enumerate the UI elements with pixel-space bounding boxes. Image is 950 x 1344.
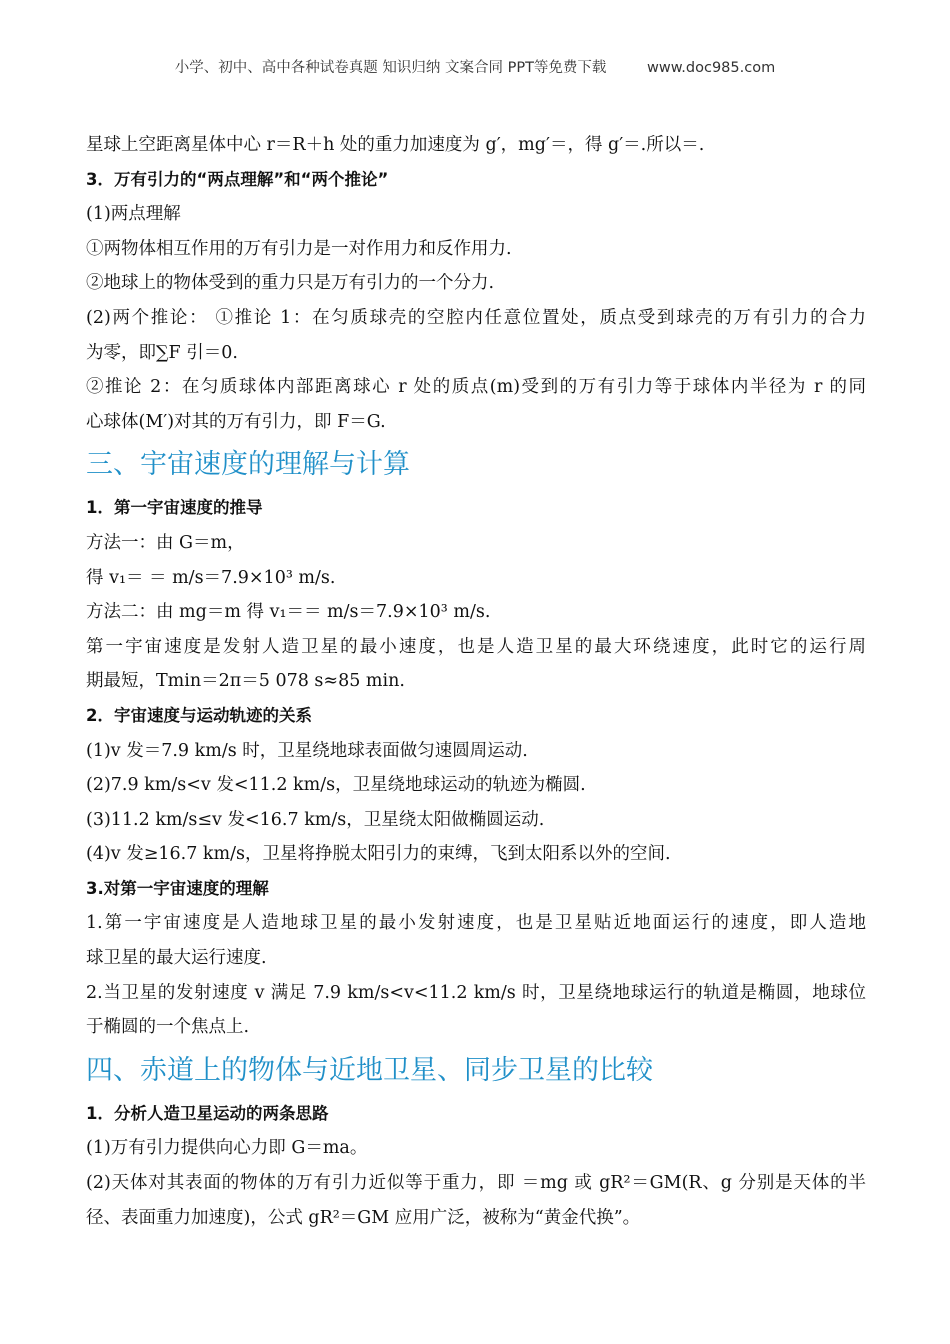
page-header bbox=[0, 56, 950, 77]
section-title: 四、赤道上的物体与近地卫星、同步卫星的比较 bbox=[86, 1054, 653, 1086]
text-line: (1)万有引力提供向心力即 G＝ma。 bbox=[86, 1138, 368, 1159]
text-line: 2.当卫星的发射速度 v 满足 7.9 km/s<v<11.2 km/s 时，卫星绕地球运行的轨道是椭圆，地球位 bbox=[86, 982, 866, 1003]
section-title: 三、宇宙速度的理解与计算 bbox=[86, 449, 410, 481]
subheading: 3.对第一宇宙速度的理解 bbox=[86, 878, 269, 898]
text-line: 第一宇宙速度是发射人造卫星的最小速度，也是人造卫星的最大环绕速度，此时它的运行周 bbox=[86, 636, 866, 657]
text-line: 径、表面重力加速度)，公式 gR²＝GM 应用广泛，被称为“黄金代换”。 bbox=[86, 1207, 641, 1228]
text-line: 心球体(M′)对其的万有引力，即 F＝G. bbox=[86, 411, 386, 432]
subheading: 1．第一宇宙速度的推导 bbox=[86, 498, 263, 518]
text-line: 星球上空距离星体中心 r＝R＋h 处的重力加速度为 g′，mg′＝，得 g′＝.所以＝. bbox=[86, 135, 705, 155]
document-body bbox=[86, 128, 866, 1235]
text-line: ②地球上的物体受到的重力只是万有引力的一个分力. bbox=[86, 273, 495, 294]
subheading: 1．分析人造卫星运动的两条思路 bbox=[86, 1103, 329, 1123]
text-line: 为零，即∑F 引＝0. bbox=[86, 342, 238, 363]
text-line: (2)天体对其表面的物体的万有引力近似等于重力，即 ＝mg 或 gR²＝GM(R、g 分别是天体的半 bbox=[86, 1173, 866, 1194]
text-line: 1.第一宇宙速度是人造地球卫星的最小发射速度，也是卫星贴近地面运行的速度，即人造地 bbox=[86, 913, 866, 934]
header-text: 小学、初中、高中各种试卷真题 知识归纳 文案合同 PPT等免费下载 bbox=[174, 60, 607, 76]
text-line: (1)两点理解 bbox=[86, 204, 181, 225]
text-line: 球卫星的最大运行速度. bbox=[86, 948, 267, 969]
text-line: 方法二：由 mg＝m 得 v₁＝＝ m/s＝7.9×10³ m/s. bbox=[86, 602, 491, 623]
header-site-url: www.doc985.com bbox=[647, 60, 776, 76]
subheading: 3．万有引力的“两点理解”和“两个推论” bbox=[86, 169, 389, 189]
subheading: 2．宇宙速度与运动轨迹的关系 bbox=[86, 705, 312, 725]
text-line: 得 v₁＝ ＝ m/s＝7.9×10³ m/s. bbox=[86, 567, 336, 588]
text-line: 方法一：由 G＝m， bbox=[86, 532, 245, 553]
text-line: (3)11.2 km/s≤v 发<16.7 km/s，卫星绕太阳做椭圆运动. bbox=[86, 809, 545, 830]
text-line: (4)v 发≥16.7 km/s，卫星将挣脱太阳引力的束缚，飞到太阳系以外的空间. bbox=[86, 844, 671, 865]
text-line: (2)两个推论： ①推论 1：在匀质球壳的空腔内任意位置处，质点受到球壳的万有引力的合力 bbox=[86, 307, 866, 328]
text-line: (1)v 发＝7.9 km/s 时，卫星绕地球表面做匀速圆周运动. bbox=[86, 740, 528, 761]
text-line: (2)7.9 km/s<v 发<11.2 km/s，卫星绕地球运动的轨迹为椭圆. bbox=[86, 775, 586, 796]
text-line: ①两物体相互作用的万有引力是一对作用力和反作用力. bbox=[86, 238, 512, 259]
text-line: ②推论 2：在匀质球体内部距离球心 r 处的质点(m)受到的万有引力等于球体内半径为 r 的同 bbox=[86, 377, 866, 398]
text-line: 期最短，Tmin＝2π＝5 078 s≈85 min. bbox=[86, 671, 405, 692]
text-line: 于椭圆的一个焦点上. bbox=[86, 1017, 250, 1038]
